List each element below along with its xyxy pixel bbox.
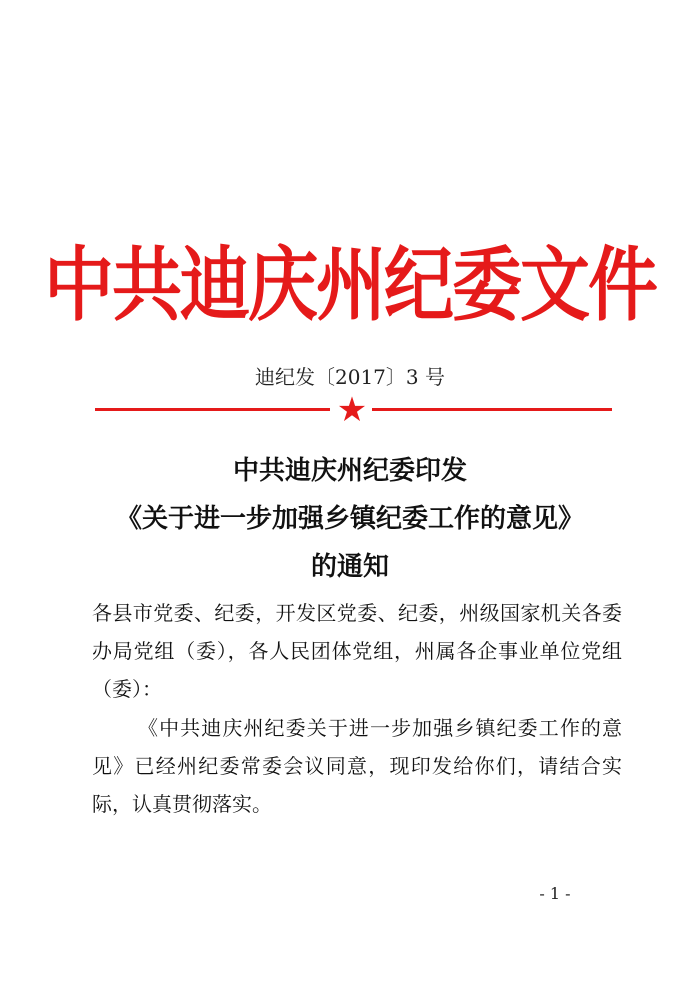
document-masthead: 中共迪庆州纪委文件 — [44, 238, 656, 333]
document-title-line-2: 《关于进一步加强乡镇纪委工作的意见》 — [115, 504, 584, 534]
document-title-line-1: 中共迪庆州纪委印发 — [232, 456, 467, 486]
page-number: - 1 - — [539, 884, 571, 903]
red-rule-left — [95, 408, 330, 411]
star-icon: ★ — [336, 390, 368, 430]
addressee-paragraph: 各县市党委、纪委，开发区党委、纪委，州级国家机关各委办局党组（委），各人民团体党组，州属各企事业单位党组（委）： — [92, 601, 622, 701]
document-number: 迪纪发〔2017〕3 号 — [255, 365, 445, 389]
document-title-line-3: 的通知 — [310, 552, 389, 582]
red-rule-right — [372, 408, 612, 411]
body-paragraph: 《中共迪庆州纪委关于进一步加强乡镇纪委工作的意见》已经州纪委常委会议同意，现印发给你们，请结合实际，认真贯彻落实。 — [92, 716, 622, 816]
